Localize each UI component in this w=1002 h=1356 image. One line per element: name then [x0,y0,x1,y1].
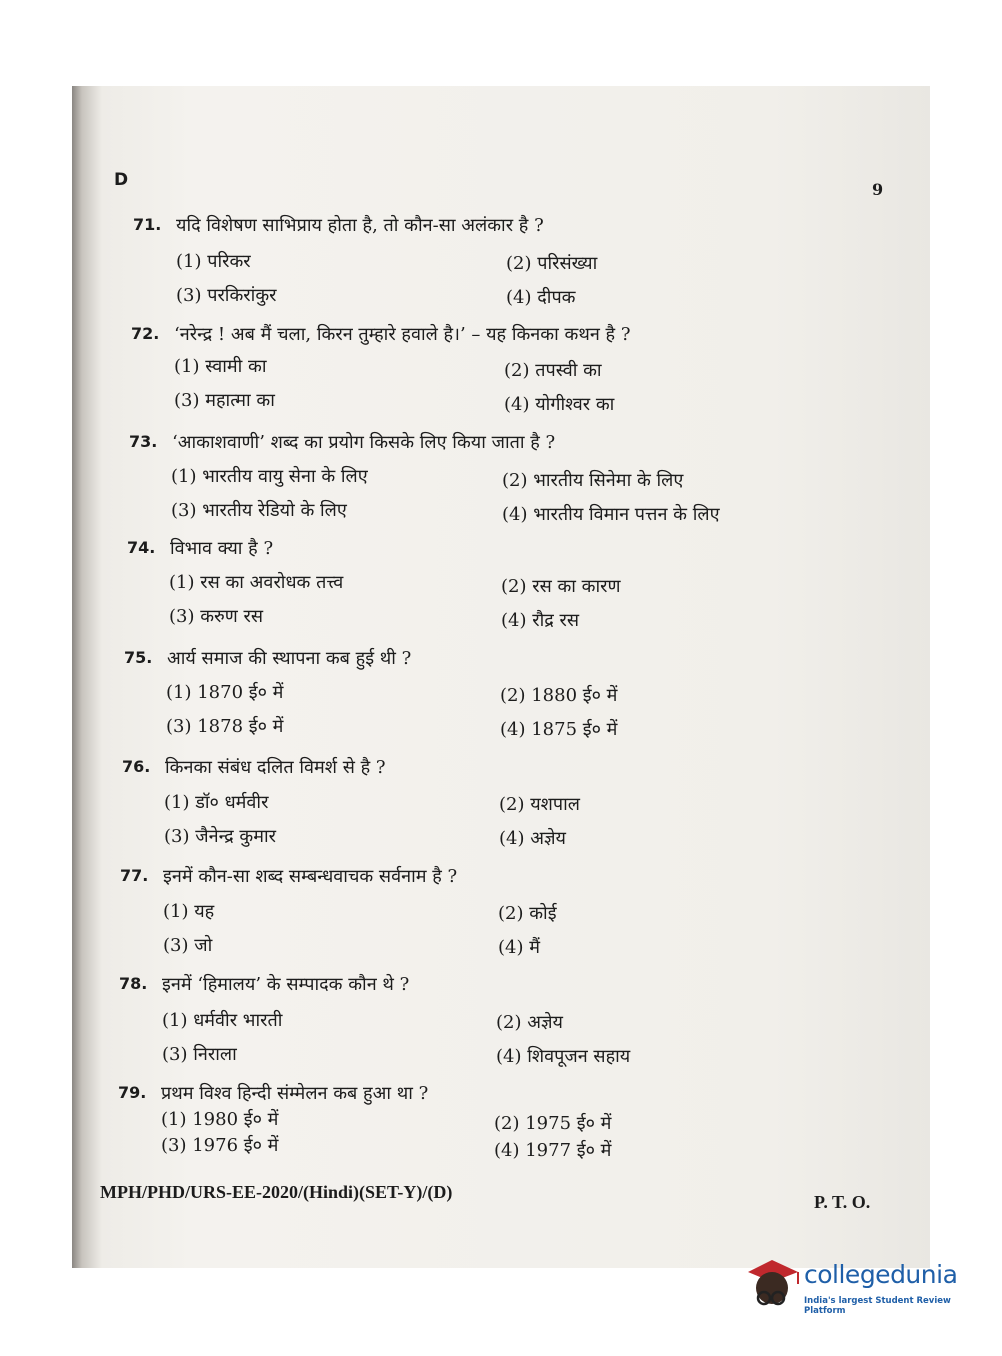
question-number: 78. [119,974,148,993]
option-1: (1) भारतीय वायु सेना के लिए [171,466,368,487]
option-1: (1) रस का अवरोधक तत्त्व [169,572,344,593]
option-1: (1) परिकर [176,251,251,272]
question-text: आर्य समाज की स्थापना कब हुई थी ? [167,648,412,669]
question-text: विभाव क्या है ? [170,538,274,559]
option-4: (4) शिवपूजन सहाय [496,1046,631,1067]
question-text: इनमें कौन-सा शब्द सम्बन्धवाचक सर्वनाम है ? [163,866,458,887]
option-4: (4) दीपक [506,287,576,308]
question-text: यदि विशेषण साभिप्राय होता है, तो कौन-सा अलंकार है ? [176,215,544,236]
option-3: (3) महात्मा का [174,390,275,411]
option-2: (2) अज्ञेय [496,1012,563,1033]
set-letter: D [114,170,129,190]
option-4: (4) 1875 ई० में [500,719,618,740]
option-3: (3) निराला [162,1044,237,1065]
option-2: (2) रस का कारण [501,576,621,597]
option-2: (2) कोई [498,903,557,924]
brand-name: collegedunia [804,1260,958,1289]
option-4: (4) योगीश्वर का [504,394,615,415]
question-text: किनका संबंध दलित विमर्श से है ? [165,757,386,778]
question-number: 75. [124,648,153,667]
question-text: इनमें ‘हिमालय’ के सम्पादक कौन थे ? [162,974,410,995]
question-number: 74. [127,538,156,557]
option-2: (2) 1975 ई० में [494,1113,612,1134]
question-number: 77. [120,866,149,885]
question-number: 79. [118,1083,147,1102]
option-3: (3) परकिरांकुर [176,285,277,306]
page-number: 9 [872,180,884,199]
option-1: (1) स्वामी का [174,356,267,377]
option-1: (1) यह [163,901,215,922]
option-3: (3) जो [163,935,213,956]
option-1: (1) धर्मवीर भारती [162,1010,283,1031]
question-number: 72. [131,324,160,343]
option-1: (1) 1870 ई० में [166,682,284,703]
option-2: (2) यशपाल [499,794,580,815]
question-text: ‘आकाशवाणी’ शब्द का प्रयोग किसके लिए किया जाता है ? [172,432,556,453]
option-2: (2) 1880 ई० में [500,685,618,706]
question-number: 76. [122,757,151,776]
option-4: (4) भारतीय विमान पत्तन के लिए [502,504,720,525]
paper-code: MPH/PHD/URS-EE-2020/(Hindi)(SET-Y)/(D) [100,1182,453,1202]
option-3: (3) भारतीय रेडियो के लिए [171,500,347,521]
option-3: (3) करुण रस [169,606,264,627]
question-number: 73. [129,432,158,451]
option-4: (4) 1977 ई० में [494,1140,612,1161]
option-3: (3) 1976 ई० में [161,1135,279,1156]
question-text: प्रथम विश्व हिन्दी संम्मेलन कब हुआ था ? [161,1083,429,1104]
question-text: ‘नरेन्द्र ! अब मैं चला, किरन तुम्हारे हवाले है।’ – यह किनका कथन है ? [174,324,631,345]
please-turn-over: P. T. O. [814,1192,871,1212]
question-number: 71. [133,215,162,234]
option-1: (1) 1980 ई० में [161,1109,279,1130]
option-3: (3) जैनेन्द्र कुमार [164,826,277,847]
option-4: (4) अज्ञेय [499,828,566,849]
collegedunia-watermark [742,1250,972,1320]
option-2: (2) तपस्वी का [504,360,602,381]
mascot-icon [742,1252,804,1314]
option-4: (4) मैं [498,937,540,958]
option-4: (4) रौद्र रस [501,610,580,631]
brand-tagline: India's largest Student Review Platform [804,1296,951,1316]
option-2: (2) भारतीय सिनेमा के लिए [502,470,684,491]
option-1: (1) डॉ० धर्मवीर [164,792,269,813]
option-3: (3) 1878 ई० में [166,716,284,737]
option-2: (2) परिसंख्या [506,253,598,274]
